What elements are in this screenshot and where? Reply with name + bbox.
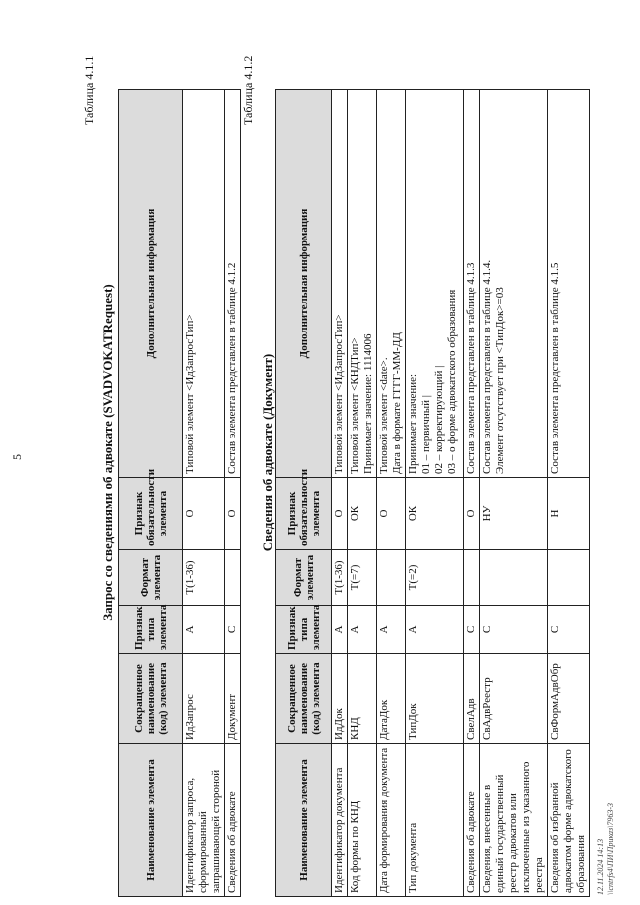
cell: ИдЗапрос	[183, 654, 225, 744]
cell: Т(1-36)	[332, 550, 348, 606]
table2-header: Дополнительная информация	[276, 90, 332, 478]
cell: О	[464, 478, 480, 550]
cell: Сведения об адвокате	[225, 744, 241, 897]
table1-caption: Таблица 4.1.1	[82, 55, 96, 125]
table2-header: Формат элемента	[276, 550, 332, 606]
cell: Типовой элемент <ИдЗапросТип>	[183, 90, 225, 478]
cell: КНД	[348, 654, 377, 744]
cell: Состав элемента представлен в таблице 4.1.3	[464, 90, 480, 478]
cell: Идентификатор документа	[332, 744, 348, 897]
cell: С	[464, 606, 480, 654]
cell: Типовой элемент <date>. Дата в формате ГГГГ-ММ-ДД	[377, 90, 406, 478]
cell	[225, 550, 241, 606]
table1-header: Признак обязательности элемента	[119, 478, 183, 550]
table-row	[348, 90, 377, 897]
cell: Сведения об адвокате	[464, 744, 480, 897]
table1-header-row	[119, 90, 183, 897]
cell: Тип документа	[406, 744, 464, 897]
cell: ОК	[348, 478, 377, 550]
table-row	[548, 90, 590, 897]
cell: С	[480, 606, 548, 654]
cell: Т(1-36)	[183, 550, 225, 606]
table-row	[480, 90, 548, 897]
cell: СвелАдв	[464, 654, 480, 744]
cell: ТипДок	[406, 654, 464, 744]
cell	[464, 550, 480, 606]
table1-title: Запрос со сведениями об адвокате (SVADVOKATRequest)	[100, 284, 115, 621]
footer-path: \\cntrfs4\ПИ\Приказ\7963-3	[606, 803, 615, 895]
cell: Дата формирования документа	[377, 744, 406, 897]
cell: О	[183, 478, 225, 550]
cell: А	[377, 606, 406, 654]
cell: Документ	[225, 654, 241, 744]
cell: Типовой элемент <КНДТип> Принимает значение: 1114006	[348, 90, 377, 478]
table2-header: Признак типа элемента	[276, 606, 332, 654]
cell	[480, 550, 548, 606]
cell: А	[332, 606, 348, 654]
cell: Состав элемента представлен в таблице 4.1.2	[225, 90, 241, 478]
table2-caption: Таблица 4.1.2	[241, 55, 255, 125]
cell: Типовой элемент <ИдЗапросТип>	[332, 90, 348, 478]
table-row	[406, 90, 464, 897]
cell: Н	[548, 478, 590, 550]
cell: О	[377, 478, 406, 550]
table2-body	[332, 90, 590, 897]
table2-header: Наименование элемента	[276, 744, 332, 897]
cell	[548, 550, 590, 606]
table-row	[377, 90, 406, 897]
cell: С	[225, 606, 241, 654]
cell: ДатаДок	[377, 654, 406, 744]
cell: ИдДок	[332, 654, 348, 744]
table2-header: Сокращенное наименование (код) элемента	[276, 654, 332, 744]
cell: Т(=2)	[406, 550, 464, 606]
table1-header: Наименование элемента	[119, 744, 183, 897]
table2-header-row	[276, 90, 332, 897]
table-row	[464, 90, 480, 897]
cell: СвАдвРеестр	[480, 654, 548, 744]
table2-header: Признак обязательности элемента	[276, 478, 332, 550]
page-number: 5	[10, 454, 24, 460]
cell	[377, 550, 406, 606]
table1-header: Дополнительная информация	[119, 90, 183, 478]
cell: ОК	[406, 478, 464, 550]
table1-header: Формат элемента	[119, 550, 183, 606]
cell: СвФормАдвОбр	[548, 654, 590, 744]
cell: Сведения об избранной адвокатом форме адвокатского образования	[548, 744, 590, 897]
cell: О	[332, 478, 348, 550]
cell: Код формы по КНД	[348, 744, 377, 897]
table-4-1-1	[118, 89, 241, 897]
cell: Сведения, внесенные в единый государственный реестр адвокатов или исключенные из указанного реестра	[480, 744, 548, 897]
cell: О	[225, 478, 241, 550]
cell: А	[183, 606, 225, 654]
table-4-1-2	[275, 89, 590, 897]
table2-title: Сведения об адвокате (Документ)	[260, 353, 275, 552]
table1-header: Сокращенное наименование (код) элемента	[119, 654, 183, 744]
footer-stamp	[596, 803, 616, 895]
cell: НУ	[480, 478, 548, 550]
cell: А	[406, 606, 464, 654]
cell: Принимает значение: 01 – первичный | 02 – корректирующий | 03 – о форме адвокатского образования	[406, 90, 464, 478]
cell: Идентификатор запроса, сформированный запрашивающей стороной	[183, 744, 225, 897]
footer-date: 12.11.2024 14:13	[596, 838, 605, 895]
cell: Состав элемента представлен в таблице 4.1.4. Элемент отсутствует при <ТипДок>=03	[480, 90, 548, 478]
table-row	[183, 90, 225, 897]
table-row	[332, 90, 348, 897]
table1-header: Признак типа элемента	[119, 606, 183, 654]
cell: Т(=7)	[348, 550, 377, 606]
cell: А	[348, 606, 377, 654]
cell: С	[548, 606, 590, 654]
table-row	[225, 90, 241, 897]
cell: Состав элемента представлен в таблице 4.1.5	[548, 90, 590, 478]
